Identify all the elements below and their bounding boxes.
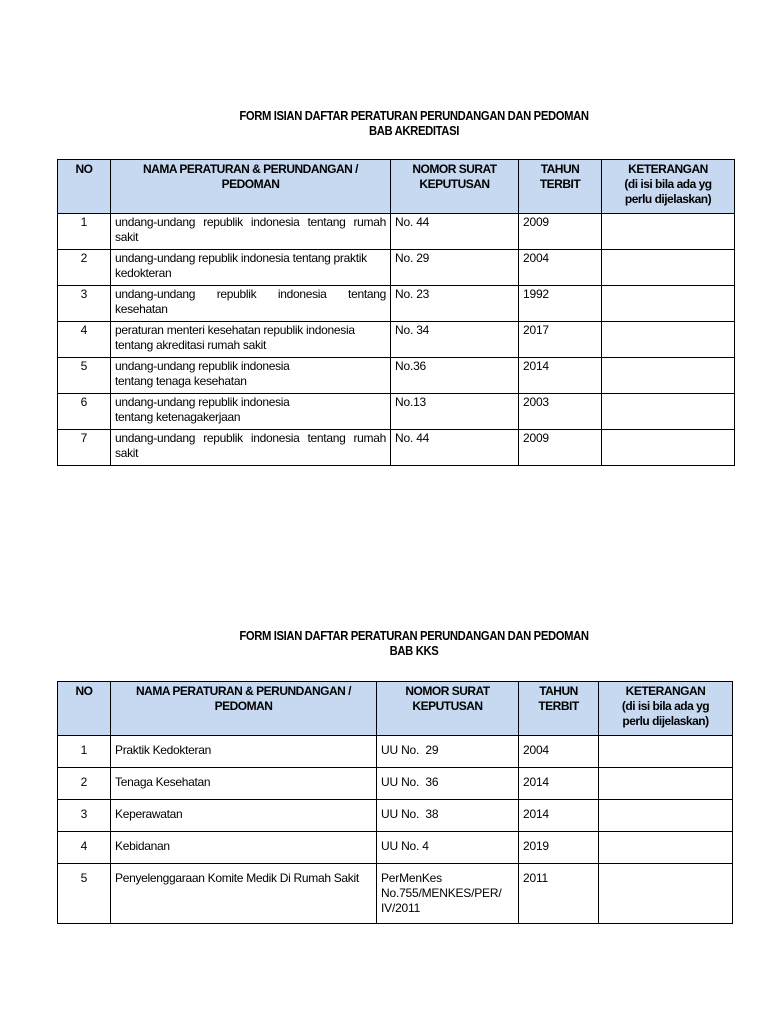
- row-number: UU No. 38: [377, 800, 519, 832]
- row-name: peraturan menteri kesehatan republik indonesia tentang akreditasi rumah sakit: [111, 322, 391, 358]
- table-header-row: [58, 160, 735, 214]
- row-note: [599, 832, 733, 864]
- table-row: [58, 322, 735, 358]
- row-number: No. 29: [391, 250, 519, 286]
- row-note: [602, 394, 735, 430]
- row-no: 5: [58, 358, 111, 394]
- header-name: NAMA PERATURAN & PERUNDANGAN / PEDOMAN: [111, 160, 391, 214]
- row-name: undang-undang republik indonesia tentang praktik kedokteran: [111, 250, 391, 286]
- row-name: Penyelenggaraan Komite Medik Di Rumah Sakit: [111, 864, 377, 924]
- row-no: 3: [58, 286, 111, 322]
- row-year: 2011: [519, 864, 599, 924]
- row-name: Kebidanan: [111, 832, 377, 864]
- header-number: NOMOR SURAT KEPUTUSAN: [377, 682, 519, 736]
- section2-title-line2: BAB KKS: [389, 644, 439, 658]
- row-number: UU No. 4: [377, 832, 519, 864]
- row-note: [599, 800, 733, 832]
- row-year: 2014: [519, 800, 599, 832]
- row-year: 2014: [519, 358, 602, 394]
- table-row: [58, 250, 735, 286]
- row-note: [599, 768, 733, 800]
- row-number: No.13: [391, 394, 519, 430]
- row-number: No. 44: [391, 214, 519, 250]
- row-no: 4: [58, 322, 111, 358]
- row-number: PerMenKes No.755/MENKES/PER/ IV/2011: [377, 864, 519, 924]
- row-number: No. 44: [391, 430, 519, 466]
- row-no: 7: [58, 430, 111, 466]
- header-year: TAHUN TERBIT: [519, 682, 599, 736]
- row-name: undang-undang republik indonesia tentang kesehatan: [111, 286, 391, 322]
- row-year: 2019: [519, 832, 599, 864]
- row-year: 2004: [519, 250, 602, 286]
- header-note: KETERANGAN (di isi bila ada yg perlu dijelaskan): [599, 682, 733, 736]
- table-row: [58, 358, 735, 394]
- section1-title-line2: BAB AKREDITASI: [369, 124, 459, 138]
- row-year: 2009: [519, 430, 602, 466]
- section2-title: [41, 629, 768, 659]
- row-no: 2: [58, 250, 111, 286]
- table-row: [58, 768, 733, 800]
- row-no: 2: [58, 768, 111, 800]
- section1-title: [41, 109, 768, 139]
- row-note: [602, 214, 735, 250]
- header-no: NO: [58, 682, 111, 736]
- row-no: 3: [58, 800, 111, 832]
- table-row: [58, 800, 733, 832]
- row-no: 5: [58, 864, 111, 924]
- table-row: [58, 736, 733, 768]
- row-number: UU No. 29: [377, 736, 519, 768]
- row-note: [602, 286, 735, 322]
- row-note: [599, 736, 733, 768]
- header-name: NAMA PERATURAN & PERUNDANGAN / PEDOMAN: [111, 682, 377, 736]
- row-note: [602, 358, 735, 394]
- header-year: TAHUN TERBIT: [519, 160, 602, 214]
- table-header-row: [58, 682, 733, 736]
- row-year: 2004: [519, 736, 599, 768]
- row-name: Tenaga Kesehatan: [111, 768, 377, 800]
- row-name: undang-undang republik indonesia tentang ketenagakerjaan: [111, 394, 391, 430]
- table-row: [58, 832, 733, 864]
- regulations-table-kks: [57, 681, 733, 924]
- row-no: 1: [58, 736, 111, 768]
- table-row: [58, 394, 735, 430]
- row-year: 2009: [519, 214, 602, 250]
- row-note: [602, 430, 735, 466]
- row-number: No.36: [391, 358, 519, 394]
- row-year: 2003: [519, 394, 602, 430]
- row-note: [602, 322, 735, 358]
- header-number: NOMOR SURAT KEPUTUSAN: [391, 160, 519, 214]
- row-number: UU No. 36: [377, 768, 519, 800]
- section2-title-line1: FORM ISIAN DAFTAR PERATURAN PERUNDANGAN DAN PEDOMAN: [239, 629, 589, 643]
- table-row: [58, 864, 733, 924]
- table-row: [58, 286, 735, 322]
- table-row: [58, 214, 735, 250]
- header-no: NO: [58, 160, 111, 214]
- row-name: Praktik Kedokteran: [111, 736, 377, 768]
- row-note: [599, 864, 733, 924]
- row-number: No. 23: [391, 286, 519, 322]
- section1-title-line1: FORM ISIAN DAFTAR PERATURAN PERUNDANGAN DAN PEDOMAN: [239, 109, 589, 123]
- row-no: 1: [58, 214, 111, 250]
- row-no: 6: [58, 394, 111, 430]
- header-note: KETERANGAN (di isi bila ada yg perlu dijelaskan): [602, 160, 735, 214]
- row-no: 4: [58, 832, 111, 864]
- row-name: undang-undang republik indonesia tentang rumah sakit: [111, 430, 391, 466]
- row-year: 2017: [519, 322, 602, 358]
- row-year: 1992: [519, 286, 602, 322]
- row-number: No. 34: [391, 322, 519, 358]
- row-year: 2014: [519, 768, 599, 800]
- table-row: [58, 430, 735, 466]
- regulations-table-akreditasi: [57, 159, 735, 466]
- row-name: undang-undang republik indonesia tentang tenaga kesehatan: [111, 358, 391, 394]
- row-name: Keperawatan: [111, 800, 377, 832]
- row-note: [602, 250, 735, 286]
- row-name: undang-undang republik indonesia tentang rumah sakit: [111, 214, 391, 250]
